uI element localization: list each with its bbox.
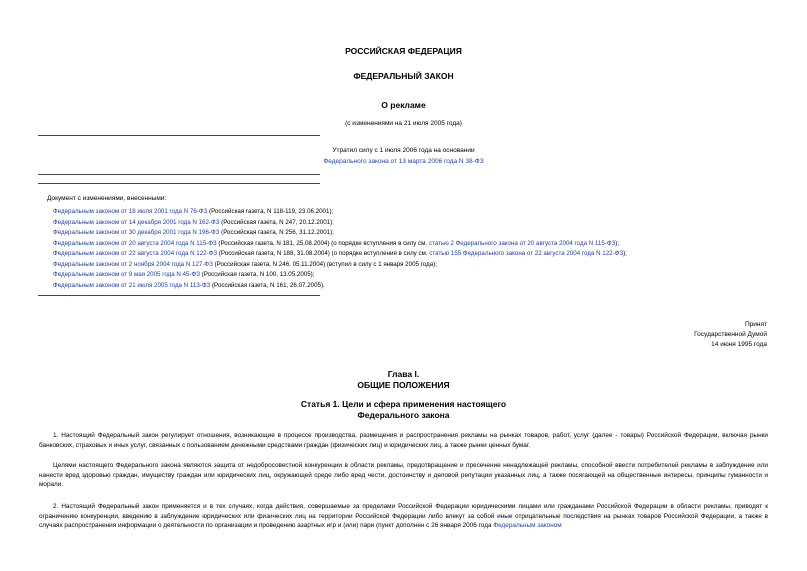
list-item	[53, 207, 627, 218]
chapter-number: Глава I.	[387, 369, 420, 379]
amendment-article-link[interactable]: статью 2 Федерального закона от 20 августа 2004 года N 115-ФЗ	[428, 239, 616, 247]
doc-type-heading: ФЕДЕРАЛЬНЫЙ ЗАКОН	[353, 71, 454, 81]
acceptance-block	[694, 320, 767, 350]
paragraph-3-text: 2. Настоящий Федеральный закон применяется и в тех случаях, когда действия, совершаемые за пределами Российской Федерации юридическими лицами или гражданами Российской Федерации в области рекламы, приводят к ограничению конкуренции, введению в заблуждение юридических или физических лиц на территории Российской Федерации либо влекут за собой иные отрицательные последствия на рынках товаров Российской Федерации, а также в случаях распространения информации о деятельности по организации и проведению азартных игр и (или) пари (пункт дополнен с 26 января 2006 года	[39, 503, 768, 529]
amendment-article-link[interactable]: статью 155 Федерального закона от 22 августа 2004 года N 122-ФЗ	[429, 250, 624, 257]
list-item	[53, 218, 627, 229]
accepted-body: Государственной Думой	[694, 331, 767, 338]
list-item	[53, 228, 627, 239]
separator-rule	[38, 174, 320, 175]
list-item	[53, 281, 627, 292]
separator-rule	[38, 135, 320, 136]
amendment-link[interactable]: Федеральным законом от 22 августа 2004 года N 122-ФЗ	[53, 250, 218, 257]
separator-rule	[38, 183, 320, 184]
list-item	[53, 260, 627, 271]
document-title: О рекламе	[381, 100, 426, 110]
paragraph-2: Целями настоящего Федерального закона являются защита от недобросовестной конкуренции в области рекламы, предотвращение и пресечение ненадлежащей рекламы, способной ввести потребителей рекламы в заблуждение или нанести вред здоровью граждан, имуществу граждан или юридических лиц, окружающей среде либо вред чести, достоинству и деловой репутации указанных лиц, а также посягающей на общественные интересы, принципы гуманности и морали.	[39, 462, 768, 488]
paragraph-3	[39, 502, 768, 531]
amendment-link[interactable]: Федеральным законом от 21 июля 2005 года N 113-ФЗ	[53, 281, 211, 289]
list-item	[53, 270, 627, 281]
amendment-link[interactable]: Федеральным законом от 18 июля 2001 года N 76-ФЗ	[53, 208, 208, 215]
amendment-source: (Российская газета, N 188, 31.08.2004) (о порядке вступления в силу см.	[217, 250, 430, 257]
amendment-source: (Российская газета, N 247, 20.12.2001);	[219, 218, 334, 226]
amendment-source: (Российская газета, N 161, 26.07.2005).	[210, 281, 325, 289]
amendment-source: (Российская газета, N 100, 13.05.2005);	[199, 271, 315, 278]
amendment-link[interactable]: Федеральным законом от 9 мая 2005 года N 45-ФЗ	[53, 271, 200, 278]
lapsed-law-link[interactable]: Федерального закона от 13 марта 2006 года N 38-ФЗ	[323, 158, 484, 165]
amendment-link[interactable]: Федеральным законом от 2 ноября 2004 года N 127-ФЗ	[53, 260, 213, 268]
amendment-source: (Российская газета, N 181, 25.08.2004) (о порядке вступления в силу см.	[216, 239, 429, 247]
list-item	[53, 249, 627, 260]
amendment-tail: );	[615, 239, 620, 247]
accepted-date: 14 июня 1995 года	[711, 341, 767, 348]
list-item	[53, 239, 627, 250]
amendment-link[interactable]: Федеральным законом от 14 декабря 2001 года N 162-ФЗ	[53, 218, 220, 226]
article-title: Статья 1. Цели и сфера применения настоящего	[300, 399, 507, 409]
edition-note: (с изменениями на 21 июля 2005 года)	[345, 120, 462, 127]
accepted-label: Принят	[744, 321, 767, 328]
amendment-link[interactable]: Федеральным законом от 20 августа 2004 года N 115-ФЗ	[53, 239, 217, 247]
chapter-title: ОБЩИЕ ПОЛОЖЕНИЯ	[357, 380, 450, 390]
separator-rule	[38, 295, 320, 296]
paragraph-1: 1. Настоящий Федеральный закон регулирует отношения, возникающие в процессе производства, размещения и распространения рекламы на рынках товаров, работ, услуг (далее - товары) Российской Федерации, включая рынки банковских, страховых и иных услуг, связанных с пользованием денежными средствами граждан (физических лиц) и юридических лиц, а также рынки ценных бумаг.	[39, 432, 768, 449]
amendment-source: (Российская газета, N 256, 31.12.2001);	[219, 229, 334, 236]
federal-law-link[interactable]: Федеральным законом	[493, 522, 562, 529]
country-heading: РОССИЙСКАЯ ФЕДЕРАЦИЯ	[345, 46, 462, 56]
amendments-list	[53, 207, 627, 291]
lapsed-note: Утратил силу с 1 июля 2006 года на основании	[332, 147, 475, 154]
amendments-heading: Документ с изменениями, внесенными:	[47, 195, 167, 202]
amendment-tail: );	[623, 250, 627, 257]
amendment-link[interactable]: Федеральным законом от 30 декабря 2001 года N 196-ФЗ	[53, 229, 220, 236]
article-title-cont: Федерального закона	[357, 410, 450, 420]
amendment-source: (Российская газета, N 246, 05.11.2004) (вступил в силу с 1 января 2005 года);	[212, 260, 437, 268]
amendment-source: (Российская газета, N 118-119, 23.06.2001);	[207, 208, 334, 215]
